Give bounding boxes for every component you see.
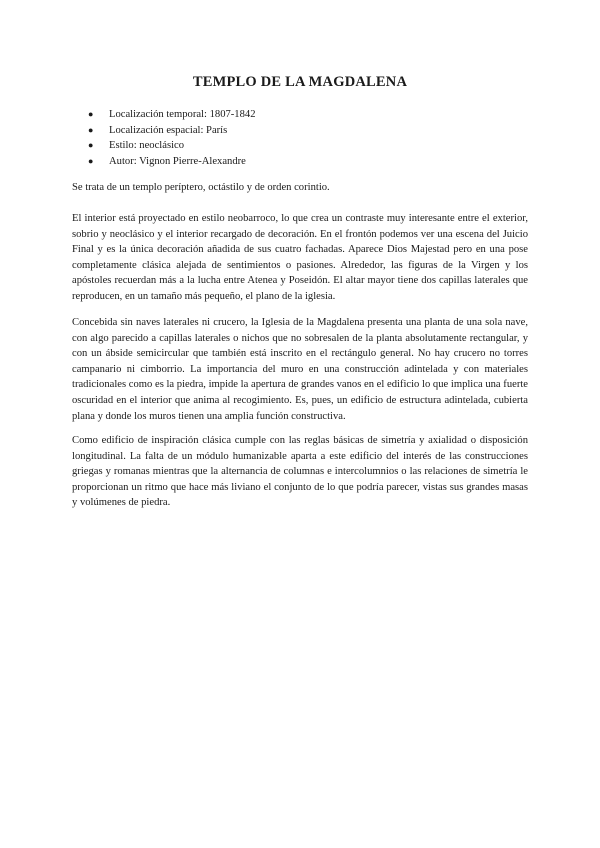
bullet-text: Estilo: neoclásico [109,140,185,151]
bullet-text: Localización espacial: París [109,124,228,136]
bullet-list [88,107,256,169]
bullet-text: Localización temporal: 1807-1842 [109,109,256,120]
bullet-icon: ● [88,124,94,135]
bullet-icon: ● [88,155,94,166]
bullet-text: Autor: Vignon Pierre-Alexandre [109,155,246,167]
list-item [88,123,256,139]
bullet-icon: ● [88,109,94,119]
paragraph-plan: Concebida sin naves laterales ni crucero, la Iglesia de la Magdalena presenta una planta de una sola nave, con algo parecido a capillas laterales o nichos que no sobresalen de la planta absolutamente rectangular, y con un ábside semicircular que también está inscrito en el rectángulo general. No hay crucero no torres campanario ni cimborrio. La importancia del muro en una construcción adintelada y con materiales tradicionales como es la piedra, impide la apertura de grandes vanos en el edificio lo que implica una fuerte oscuridad en el interior que anima al recogimiento. Es, pues, un edificio de estructura adintelada, cubierta plana y donde los muros tienen una amplia función constructiva. [72,317,528,422]
paragraph-classical: Como edificio de inspiración clásica cumple con las reglas básicas de simetría y axialidad o disposición longitudinal. La falta de un módulo humanizable aparta a este edificio del interés de las construcciones griegas y romanas mientras que la alternancia de columnas e intercolumnios o las relaciones de simetría le proporcionan un ritmo que hace más liviano el conjunto de lo que podría parecer, vistas sus grandes masas y volúmenes de piedra. [72,435,528,509]
paragraph-interior: El interior está proyectado en estilo neobarroco, lo que crea un contraste muy interesante entre el exterior, sobrio y neoclásico y el interior recargado de decoración. En el frontón podemos ver una escena del Juicio Final y es la única decoración añadida de sus cuatro fachadas. Aparece Dios Majestad pero en una pose completamente clásica alejada de sentimientos o pasiones. Alrededor, las figuras de la Virgen y los apóstoles recuerdan más a la lucha entre Atenea y Poseidón. El altar mayor tiene dos capillas laterales que reproducen, en un tamaño más pequeño, el plano de la iglesia. [72,213,528,302]
paragraph-intro: Se trata de un templo períptero, octástilo y de orden corintio. [72,182,330,193]
list-item [88,138,256,154]
document-title: TEMPLO DE LA MAGDALENA [192,74,408,90]
list-item [88,107,256,123]
list-item [88,154,256,170]
bullet-icon: ● [88,140,94,150]
